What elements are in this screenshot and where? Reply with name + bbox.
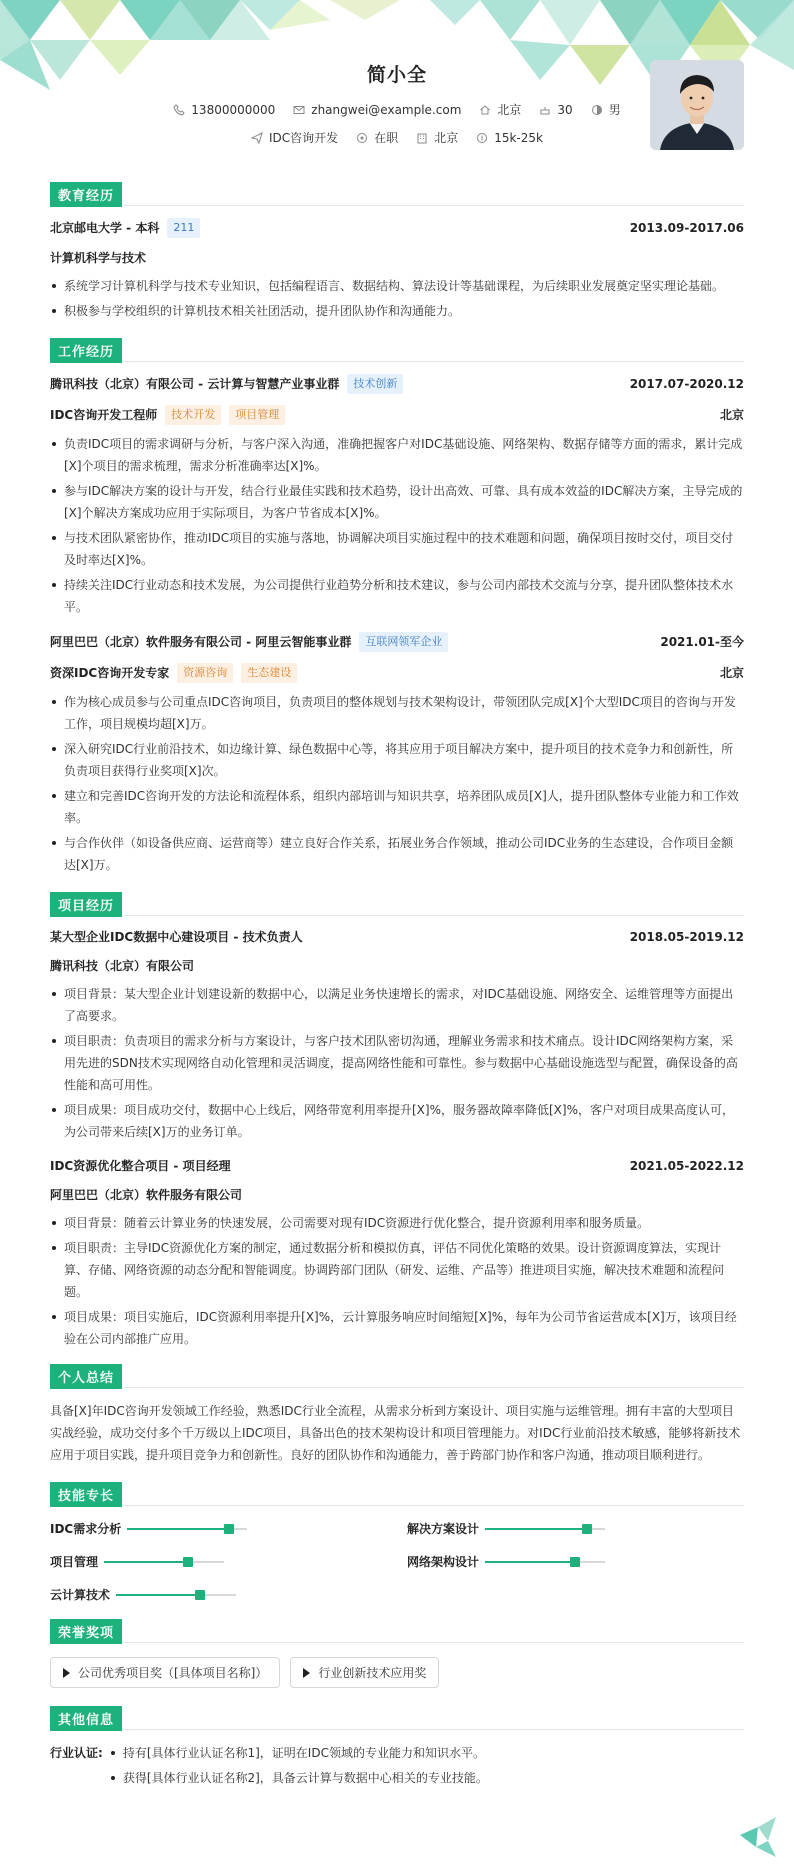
awards-section: [50, 1617, 744, 1696]
skills-grid: [50, 1518, 744, 1609]
project-bullets: [50, 1212, 744, 1350]
salary-item: [476, 131, 543, 145]
home-icon: [479, 104, 491, 116]
job-title-item: [251, 129, 338, 146]
list-item: 项目成果：项目实施后，IDC资源利用率提升[X]%，云计算服务响应时间缩短[X]%，每年为公司节省运营成本[X]万，该项目经验在公司内部推广应用。: [50, 1306, 744, 1350]
work-section-header: [50, 336, 744, 362]
profile-photo: [650, 60, 744, 150]
list-item: 项目职责：主导IDC资源优化方案的制定，通过数据分析和模拟仿真，评估不同优化策略的效果。设计资源调度算法，实现计算、存储、网络资源的动态分配和智能调度。协调跨部门团队（研发、运维、产品等）推进项目实施，解决技术难题和流程问题。: [50, 1237, 744, 1303]
school-name: 北京邮电大学 - 本科: [50, 221, 160, 235]
gender-icon: [591, 104, 603, 116]
city-item: [416, 129, 458, 146]
skill-level-bar: [116, 1594, 236, 1596]
work-title-row: [50, 632, 744, 652]
work-date: 2021.01-至今: [660, 635, 744, 649]
company-tag: 技术创新: [347, 374, 403, 394]
status-icon: [356, 132, 368, 144]
phone-text: 13800000000: [191, 102, 276, 117]
projects-section-header: [50, 890, 744, 916]
project-entry: [50, 1157, 744, 1350]
awards-list: [50, 1655, 744, 1696]
work-entry: [50, 632, 744, 876]
skill-level-bar: [485, 1561, 605, 1563]
company-name: 阿里巴巴（北京）软件服务有限公司 - 阿里云智能事业群: [50, 635, 352, 649]
project-date: 2021.05-2022.12: [629, 1159, 744, 1173]
location-text: 北京: [497, 103, 522, 117]
skill-level-bar: [485, 1528, 605, 1530]
role-name: 资深IDC咨询开发专家: [50, 666, 170, 680]
major-name: 计算机科学与技术: [50, 251, 147, 265]
list-item: 获得[具体行业认证名称2]，具备云计算与数据中心相关的专业技能。: [109, 1767, 488, 1789]
work-date: 2017.07-2020.12: [629, 377, 744, 391]
project-bullets: [50, 983, 744, 1143]
skill-name: 云计算技术: [50, 1588, 111, 1602]
phone-icon: [173, 104, 185, 116]
section-title: 项目经历: [50, 892, 122, 917]
building-icon: [416, 132, 428, 144]
list-item: 积极参与学校组织的计算机技术相关社团活动，提升团队协作和沟通能力。: [50, 300, 744, 322]
work-bullets: [50, 691, 744, 876]
job-title-text: IDC咨询开发: [269, 131, 339, 145]
section-title: 其他信息: [50, 1706, 122, 1731]
list-item: 项目成果：项目成功交付，数据中心上线后，网络带宽利用率提升[X]%，服务器故障率降低[X]%，客户对项目成果高度认可，为公司带来后续[X]万的业务订单。: [50, 1099, 744, 1143]
list-item: 与合作伙伴（如设备供应商、运营商等）建立良好合作关系，拓展业务合作领域，推动公司IDC业务的生态建设，合作项目金额达[X]万。: [50, 832, 744, 876]
award-item: [50, 1657, 280, 1688]
role-tag: 生态建设: [241, 663, 297, 683]
school-tag: 211: [167, 218, 200, 238]
education-entry: [50, 218, 744, 322]
list-item: 持有[具体行业认证名称1]，证明在IDC领域的专业能力和知识水平。: [109, 1742, 488, 1764]
award-label: 公司优秀项目奖（[具体项目名称]）: [78, 1666, 268, 1680]
age-text: 30: [557, 102, 573, 117]
skill-level-fill: [485, 1528, 587, 1530]
salary-text: 15k-25k: [494, 130, 543, 145]
project-name: 某大型企业IDC数据中心建设项目 - 技术负责人: [50, 930, 303, 944]
corner-decoration: [740, 1817, 776, 1857]
skill-item: [50, 1553, 387, 1570]
skill-item: [50, 1520, 387, 1537]
list-item: 系统学习计算机科学与技术专业知识，包括编程语言、数据结构、算法设计等基础课程，为后续职业发展奠定坚实理论基础。: [50, 275, 744, 297]
other-section: [50, 1704, 744, 1792]
skill-item: [407, 1553, 744, 1570]
salary-icon: [476, 132, 488, 144]
email-item: [293, 103, 461, 117]
email-text: zhangwei@example.com: [311, 102, 462, 117]
summary-section-header: [50, 1362, 744, 1388]
work-section: [50, 336, 744, 876]
list-item: 项目背景：随着云计算业务的快速发展，公司需要对现有IDC资源进行优化整合，提升资源利用率和服务质量。: [50, 1212, 744, 1234]
play-icon: [63, 1668, 70, 1678]
gender-item: [591, 101, 621, 118]
project-title-row: [50, 928, 744, 946]
resume-header: [50, 0, 744, 170]
contact-row: [50, 101, 744, 118]
skill-level-fill: [485, 1561, 575, 1563]
project-company-row: [50, 957, 744, 975]
role-tag: 技术开发: [165, 405, 221, 425]
skill-level-knob: [582, 1524, 592, 1534]
list-item: 持续关注IDC行业动态和技术发展，为公司提供行业趋势分析和技术建议，参与公司内部技术交流与分享，提升团队整体技术水平。: [50, 574, 744, 618]
phone-item: [173, 103, 275, 117]
job-row: [50, 129, 744, 146]
play-icon: [303, 1668, 310, 1678]
list-item: 参与IDC解决方案的设计与开发，结合行业最佳实践和技术趋势，设计出高效、可靠、具有成本效益的IDC解决方案，主导完成的[X]个解决方案成功应用于实际项目，为客户节省成本[X]%。: [50, 480, 744, 524]
education-title-row: [50, 218, 744, 238]
candidate-name: 简小全: [366, 64, 427, 86]
skill-item: [407, 1520, 744, 1537]
project-date: 2018.05-2019.12: [629, 930, 744, 944]
major-row: [50, 249, 744, 267]
skills-section-header: [50, 1480, 744, 1506]
skill-name: 解决方案设计: [407, 1522, 480, 1536]
project-entry: [50, 928, 744, 1143]
skill-level-fill: [116, 1594, 200, 1596]
skill-level-knob: [570, 1557, 580, 1567]
education-date: 2013.09-2017.06: [629, 221, 744, 235]
section-title: 技能专长: [50, 1482, 122, 1507]
work-location: 北京: [719, 408, 744, 422]
company-tag: 互联网领军企业: [359, 632, 448, 652]
cake-icon: [539, 104, 551, 116]
role-name: IDC咨询开发工程师: [50, 408, 158, 422]
skill-level-knob: [224, 1524, 234, 1534]
skill-name: 网络架构设计: [407, 1555, 480, 1569]
list-item: 项目职责：负责项目的需求分析与方案设计，与客户技术团队密切沟通，理解业务需求和技术痛点。设计IDC网络架构方案，采用先进的SDN技术实现网络自动化管理和灵活调度，提高网络性能和可靠性。参与数据中心基础设施选型与配置，确保设备的高性能和高可用性。: [50, 1030, 744, 1096]
company-name: 腾讯科技（北京）有限公司 - 云计算与智慧产业事业群: [50, 377, 340, 391]
gender-text: 男: [608, 103, 621, 117]
project-company: 阿里巴巴（北京）软件服务有限公司: [50, 1188, 243, 1202]
role-row: [50, 663, 744, 683]
education-section: [50, 180, 744, 322]
summary-text: 具备[X]年IDC咨询开发领域工作经验，熟悉IDC行业全流程，从需求分析到方案设计、项目实施与运维管理。拥有丰富的大型项目实战经验，成功交付多个千万级以上IDC项目，具备出色的技术架构设计和项目管理能力。对IDC行业前沿技术敏感，能够将新技术应用于项目实践，提升项目竞争力和创新性。良好的团队协作和沟通能力，善于跨部门协作和客户沟通，推动项目顺利进行。: [50, 1404, 741, 1462]
project-company-row: [50, 1186, 744, 1204]
section-title: 个人总结: [50, 1364, 122, 1389]
status-text: 在职: [374, 131, 399, 145]
work-location: 北京: [719, 666, 744, 680]
work-bullets: [50, 433, 744, 618]
role-row: [50, 405, 744, 425]
skill-level-knob: [195, 1590, 205, 1600]
skill-name: 项目管理: [50, 1555, 99, 1569]
certifications: [50, 1742, 744, 1792]
role-tag: 资源咨询: [177, 663, 233, 683]
projects-section: [50, 890, 744, 1350]
education-bullets: [50, 275, 744, 322]
list-item: 深入研究IDC行业前沿技术，如边缘计算、绿色数据中心等，将其应用于项目解决方案中，提升项目的技术竞争力和创新性，所负责项目获得行业奖项[X]次。: [50, 738, 744, 782]
skills-section: [50, 1480, 744, 1609]
skill-name: IDC需求分析: [50, 1522, 122, 1536]
list-item: 作为核心成员参与公司重点IDC咨询项目，负责项目的整体规划与技术架构设计，带领团队完成[X]个大型IDC项目的咨询与开发工作，项目规模均超[X]万。: [50, 691, 744, 735]
skill-level-fill: [127, 1528, 229, 1530]
award-item: [290, 1657, 439, 1688]
status-item: [356, 129, 398, 146]
other-section-header: [50, 1704, 744, 1730]
list-item: 与技术团队紧密协作，推动IDC项目的实施与落地，协调解决项目实施过程中的技术难题和问题，确保项目按时交付，项目交付及时率达[X]%。: [50, 527, 744, 571]
project-title-row: [50, 1157, 744, 1175]
work-entry: [50, 374, 744, 618]
email-icon: [293, 104, 305, 116]
awards-section-header: [50, 1617, 744, 1643]
award-label: 行业创新技术应用奖: [318, 1666, 427, 1680]
list-item: 项目背景：某大型企业计划建设新的数据中心，以满足业务快速增长的需求，对IDC基础设施、网络安全、运维管理等方面提出了高要求。: [50, 983, 744, 1027]
section-title: 荣誉奖项: [50, 1619, 122, 1644]
skill-item: [50, 1586, 387, 1603]
section-title: 工作经历: [50, 338, 122, 363]
skill-level-bar: [127, 1528, 247, 1530]
age-item: [539, 103, 572, 117]
education-section-header: [50, 180, 744, 206]
certifications-label: 行业认证:: [50, 1746, 103, 1760]
project-name: IDC资源优化整合项目 - 项目经理: [50, 1159, 231, 1173]
section-title: 教育经历: [50, 182, 122, 207]
project-company: 腾讯科技（北京）有限公司: [50, 959, 195, 973]
work-title-row: [50, 374, 744, 394]
location-item: [479, 101, 521, 118]
skill-level-knob: [183, 1557, 193, 1567]
skill-level-bar: [104, 1561, 224, 1563]
certifications-list: [109, 1742, 488, 1792]
role-tag: 项目管理: [229, 405, 285, 425]
city-text: 北京: [434, 131, 459, 145]
list-item: 负责IDC项目的需求调研与分析，与客户深入沟通，准确把握客户对IDC基础设施、网络架构、数据存储等方面的需求，累计完成[X]个项目的需求梳理，需求分析准确率达[X]%。: [50, 433, 744, 477]
send-icon: [251, 132, 263, 144]
list-item: 建立和完善IDC咨询开发的方法论和流程体系，组织内部培训与知识共享，培养团队成员[X]人，提升团队整体专业能力和工作效率。: [50, 785, 744, 829]
skill-level-fill: [104, 1561, 188, 1563]
summary-section: [50, 1362, 744, 1466]
